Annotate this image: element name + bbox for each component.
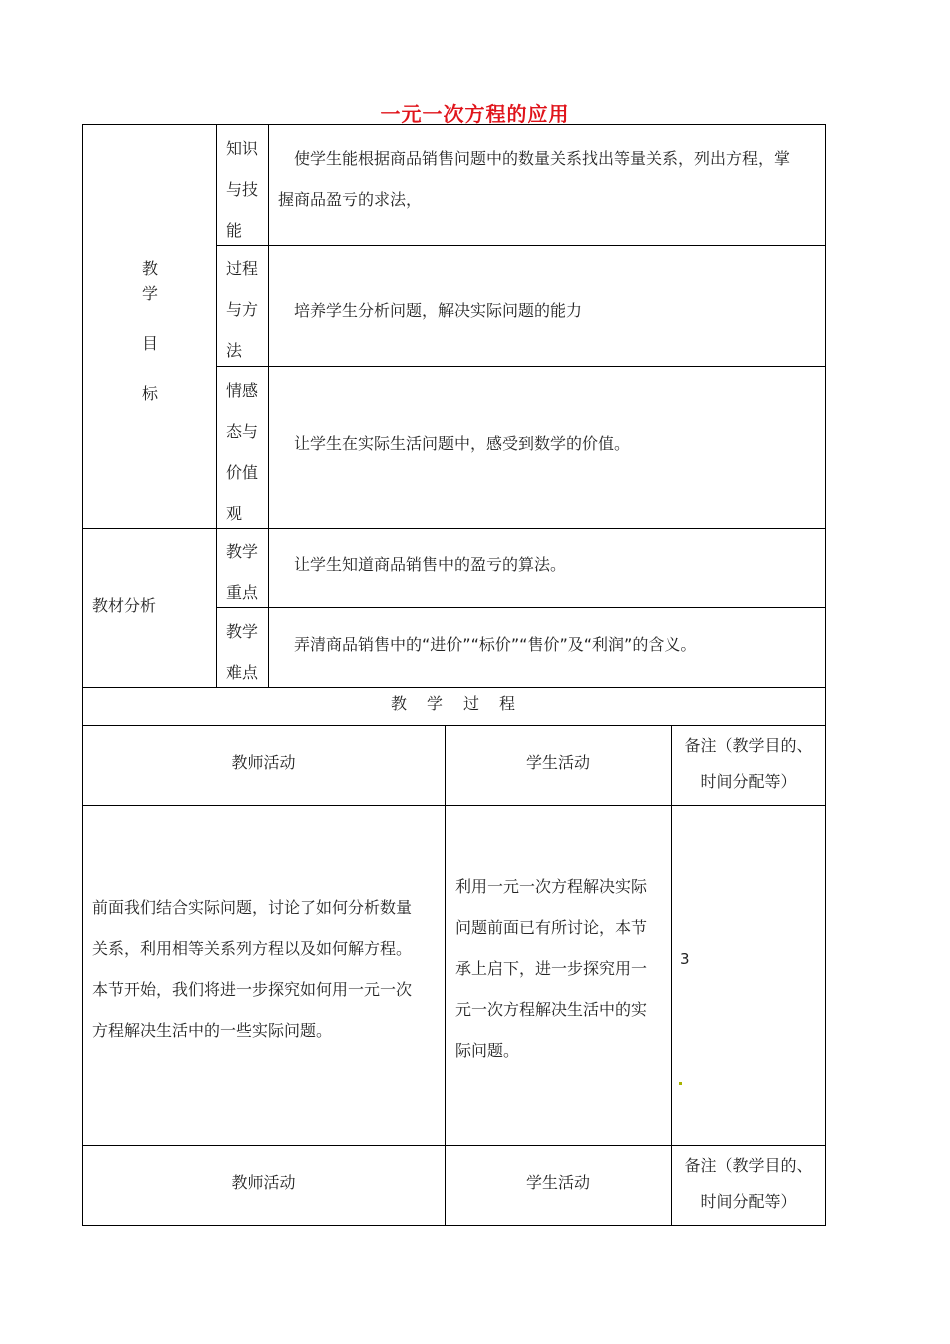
row-divider [82,1145,826,1146]
column-divider [445,725,446,1226]
header-student-activity: 学生活动 [525,753,590,772]
row-divider [82,725,826,726]
note-value: 3 [680,950,690,968]
student-activity-text: 利用一元一次方程解决实际 问题前面已有所讨论，本节 承上启下，进一步探究用一 元一次方程解决生活中的实 际问题。 [455,877,648,1060]
row-divider [216,607,826,608]
header-notes: 备注（教学目的、 时间分配等） [684,736,813,791]
objectives-label-char: 目 [142,334,159,353]
analysis-content: 弄清商品销售中的“进价”“标价”“售价”及“利润”的含义。 [294,635,697,654]
analysis-content: 让学生知道商品销售中的盈亏的算法。 [294,555,567,574]
column-divider [268,124,269,687]
stray-mark [679,1082,682,1085]
row-divider [82,687,826,688]
lesson-plan-table [82,124,826,1226]
objectives-label-char: 标 [142,384,159,403]
analysis-category: 教学 难点 [226,622,259,682]
objectives-label-char: 学 [142,284,159,303]
header-teacher-activity: 教师活动 [231,1173,296,1192]
row-divider [216,245,826,246]
header-teacher-activity: 教师活动 [231,753,296,772]
teacher-activity-text: 前面我们结合实际问题，讨论了如何分析数量 关系，利用相等关系列方程以及如何解方程。 本节开始，我们将进一步探究如何用一元一次 方程解决生活中的一些实际问题。 [92,898,413,1040]
column-divider [216,124,217,687]
analysis-label: 教材分析 [92,596,157,615]
objective-content: 让学生在实际生活问题中，感受到数学的价值。 [294,434,631,453]
objective-category: 过程 与方 法 [226,259,259,360]
page-title: 一元一次方程的应用 [380,102,570,126]
row-divider [216,366,826,367]
row-divider [82,528,826,529]
objective-content: 使学生能根据商品销售问题中的数量关系找出等量关系，列出方程，掌 握商品盈亏的求法， [278,149,791,209]
objectives-label-char: 教 [142,259,159,278]
analysis-category: 教学 重点 [226,542,259,602]
objective-category: 知识 与技 能 [226,139,259,240]
objective-content: 培养学生分析问题，解决实际问题的能力 [294,301,583,320]
row-divider [82,805,826,806]
objective-category: 情感 态与 价值 观 [226,381,259,523]
header-notes: 备注（教学目的、 时间分配等） [684,1156,813,1211]
header-student-activity: 学生活动 [525,1173,590,1192]
process-title: 教 学 过 程 [390,694,517,713]
